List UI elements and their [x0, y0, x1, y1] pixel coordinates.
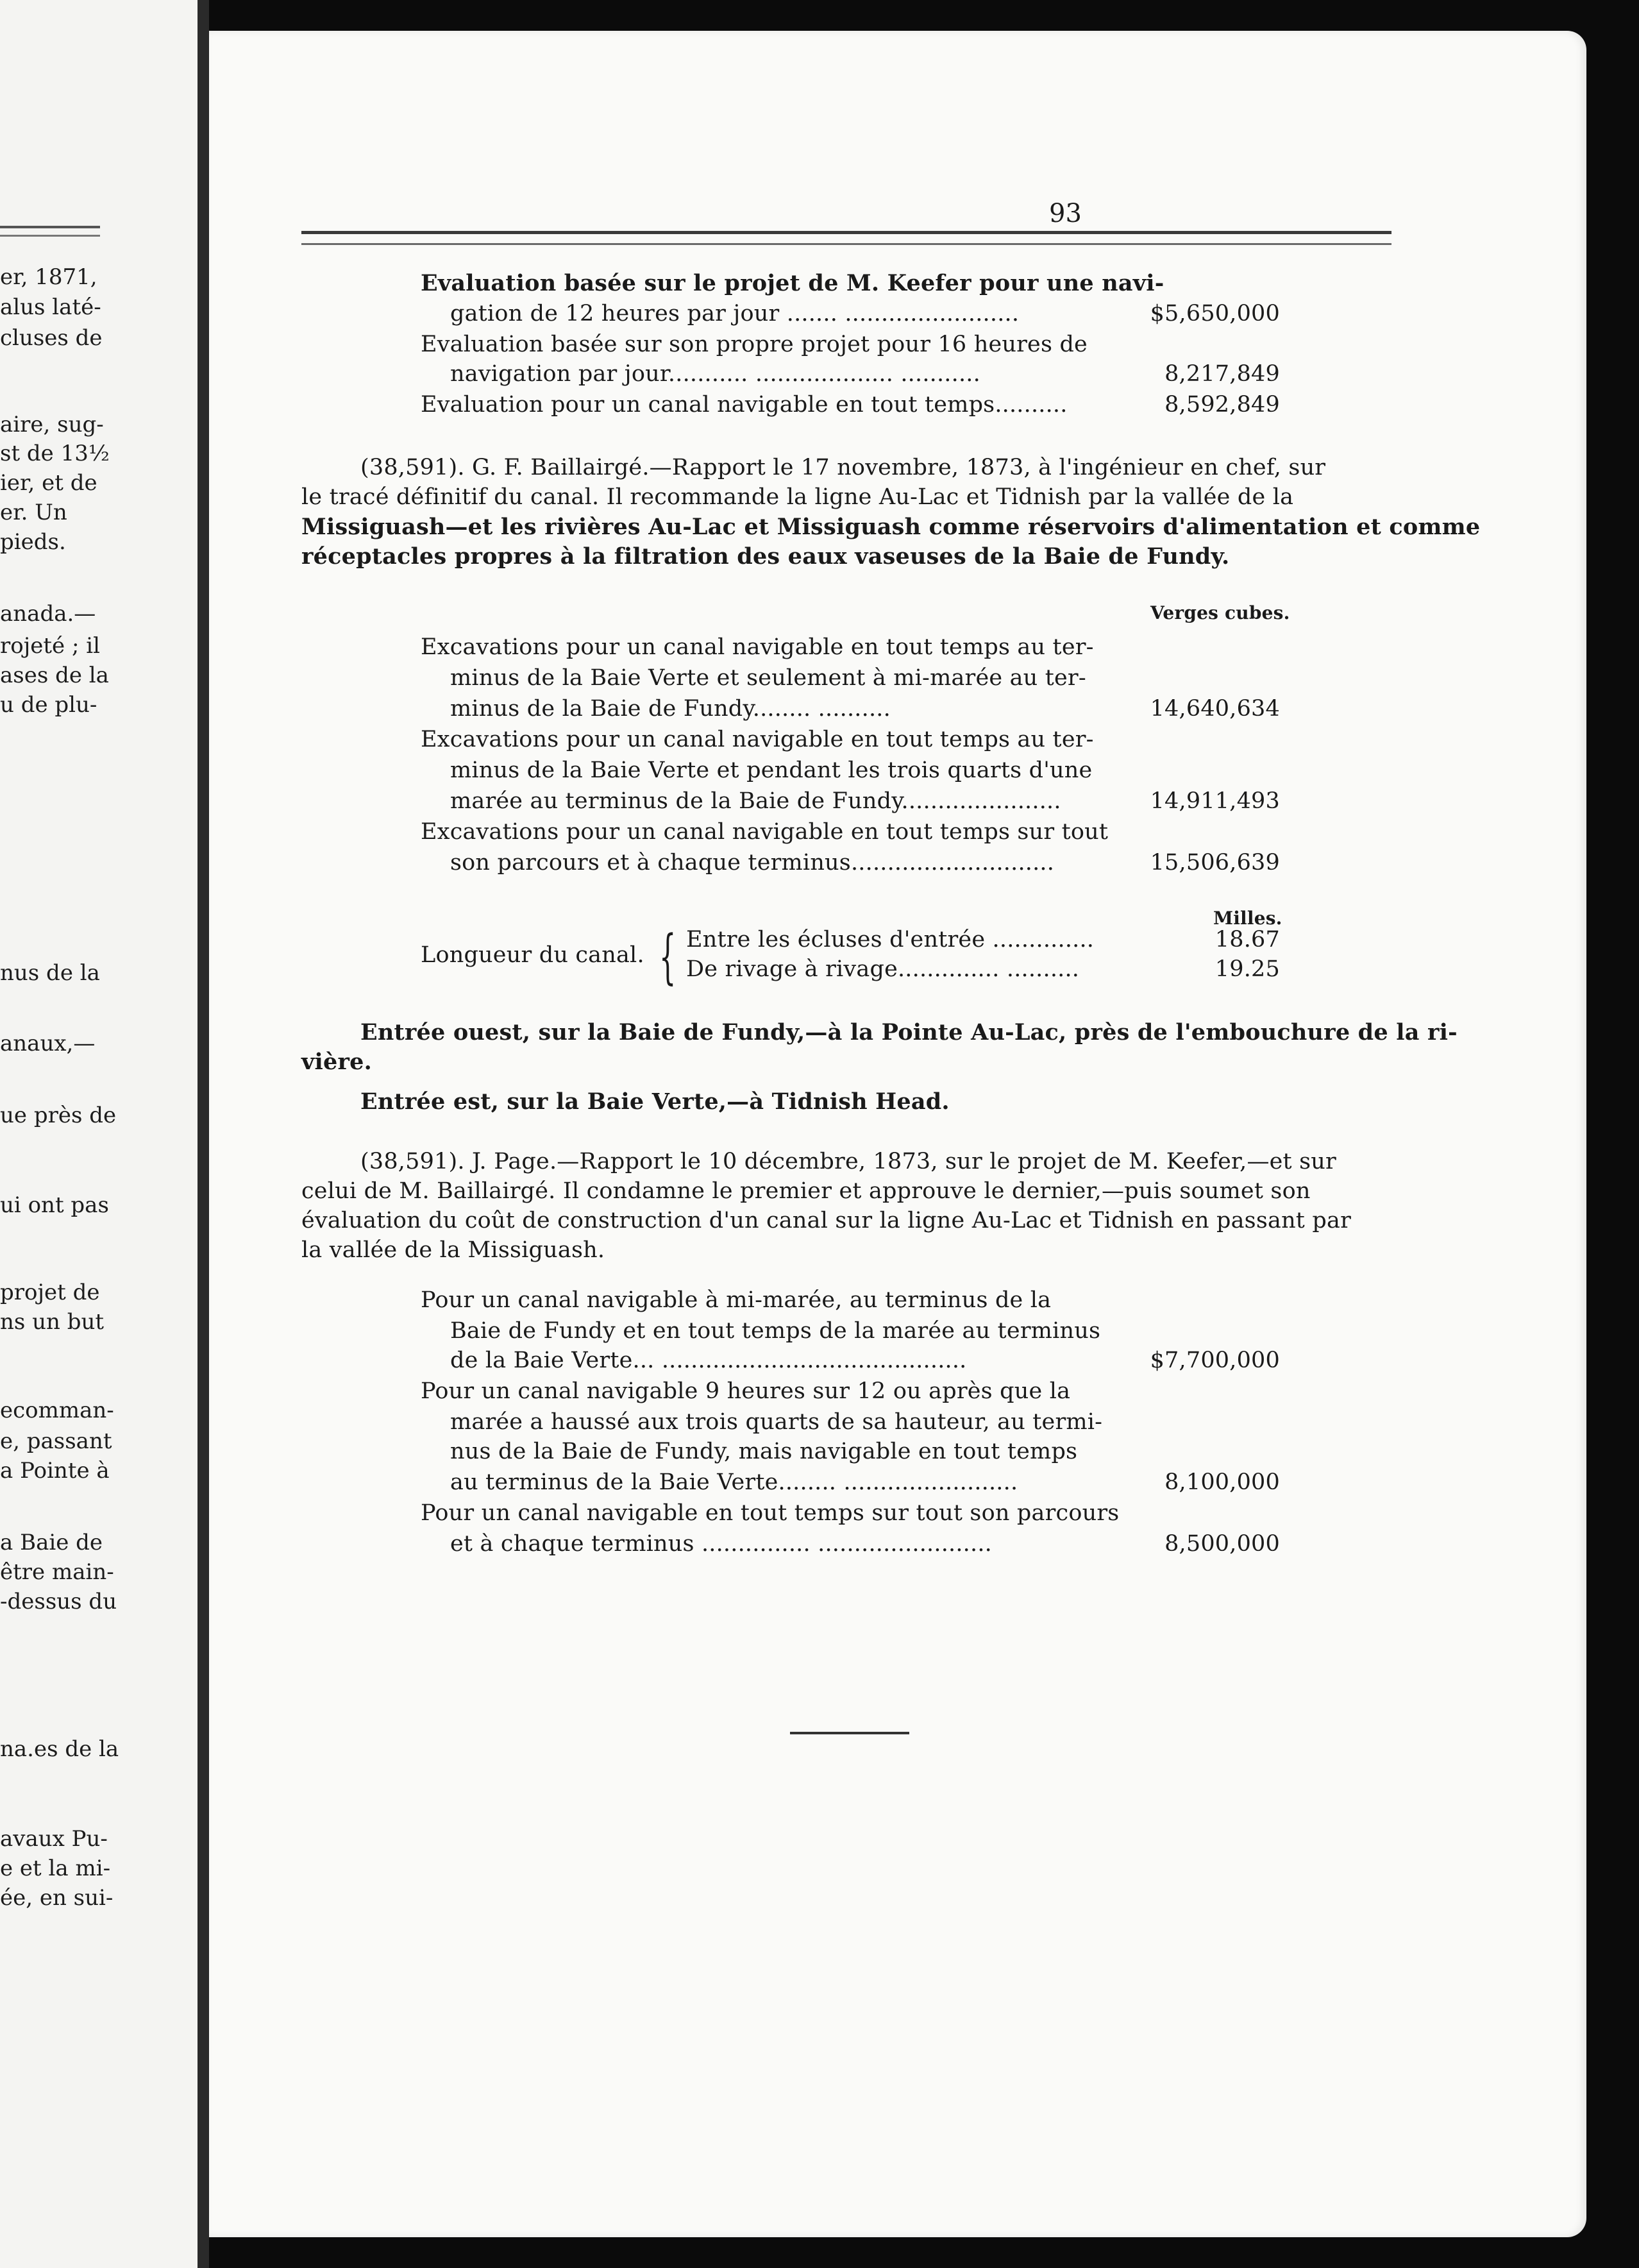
- left-margin-line: ns un but: [0, 1309, 105, 1335]
- estimate-value: 8,217,849: [1164, 361, 1280, 387]
- report-line: le tracé définitif du canal. Il recommande la ligne Au-Lac et Tidnish par la vallée de la: [301, 484, 1294, 510]
- left-margin-line: e, passant: [0, 1428, 112, 1454]
- report-line: celui de M. Baillairgé. Il condamne le premier et approuve le dernier,—puis soumet son: [301, 1178, 1311, 1204]
- cost-line: au terminus de la Baie Verte........ ........................: [450, 1469, 1018, 1495]
- entrance-line: Entrée ouest, sur la Baie de Fundy,—à la Pointe Au-Lac, près de l'embouchure de la ri-: [360, 1019, 1458, 1045]
- left-margin-line: cluses de: [0, 325, 103, 351]
- cost-line: de la Baie Verte... ..........................................: [450, 1348, 967, 1373]
- left-margin-line: -dessus du: [0, 1589, 117, 1614]
- cost-line: Pour un canal navigable en tout temps sur tout son parcours: [421, 1500, 1120, 1526]
- left-margin-line: ée, en sui-: [0, 1885, 113, 1911]
- length-value: 18.67: [1215, 927, 1280, 952]
- left-margin-line: ue près de: [0, 1103, 117, 1128]
- length-value: 19.25: [1215, 956, 1280, 982]
- excavation-value: 14,911,493: [1150, 788, 1280, 814]
- left-margin-line: alus laté-: [0, 294, 101, 320]
- left-page-fragment: [0, 0, 198, 2268]
- left-margin-line: ases de la: [0, 663, 109, 688]
- left-margin-line: er, 1871,: [0, 264, 97, 290]
- cost-value: 8,500,000: [1164, 1531, 1280, 1557]
- cost-line: Pour un canal navigable 9 heures sur 12 ou après que la: [421, 1378, 1071, 1404]
- excavation-line: minus de la Baie Verte et seulement à mi-marée au ter-: [450, 665, 1086, 691]
- length-label: Longueur du canal.: [421, 942, 644, 968]
- report-line: réceptacles propres à la filtration des eaux vaseuses de la Baie de Fundy.: [301, 543, 1230, 570]
- length-row-label: De rivage à rivage.............. ..........: [686, 956, 1080, 982]
- left-margin-line: ecomman-: [0, 1398, 114, 1423]
- header-rule: [301, 231, 1391, 245]
- left-header-rule: [0, 226, 100, 237]
- column-header: Milles.: [1213, 908, 1282, 929]
- excavation-line: Excavations pour un canal navigable en tout temps sur tout: [421, 819, 1109, 845]
- left-margin-line: aire, sug-: [0, 412, 104, 437]
- left-margin-line: projet de: [0, 1280, 100, 1305]
- left-margin-line: anada.—: [0, 601, 96, 627]
- excavation-line: son parcours et à chaque terminus............................: [450, 850, 1055, 876]
- brace-icon: {: [659, 922, 677, 991]
- entrance-line: Entrée est, sur la Baie Verte,—à Tidnish Head.: [360, 1088, 950, 1115]
- page-number: 93: [1049, 199, 1082, 228]
- left-margin-line: na.es de la: [0, 1736, 119, 1762]
- cost-line: et à chaque terminus ............... ........................: [450, 1531, 992, 1557]
- excavation-value: 14,640,634: [1150, 696, 1280, 722]
- excavation-line: marée au terminus de la Baie de Fundy......................: [450, 788, 1061, 814]
- excavation-line: minus de la Baie Verte et pendant les trois quarts d'une: [450, 757, 1093, 783]
- end-rule: [790, 1732, 909, 1734]
- estimate-line: Evaluation basée sur le projet de M. Keefer pour une navi-: [421, 270, 1164, 296]
- left-margin-line: u de plu-: [0, 692, 97, 718]
- left-margin-line: être main-: [0, 1559, 114, 1585]
- report-line: Missiguash—et les rivières Au-Lac et Missiguash comme réservoirs d'alimentation et comme: [301, 514, 1481, 540]
- cost-line: nus de la Baie de Fundy, mais navigable en tout temps: [450, 1439, 1078, 1464]
- left-margin-line: a Baie de: [0, 1530, 103, 1555]
- left-margin-line: pieds.: [0, 529, 66, 555]
- left-margin-line: ui ont pas: [0, 1192, 109, 1218]
- cost-value: $7,700,000: [1150, 1348, 1280, 1373]
- excavation-line: Excavations pour un canal navigable en tout temps au ter-: [421, 727, 1094, 752]
- column-header: Verges cubes.: [1150, 602, 1290, 623]
- left-margin-line: rojeté ; il: [0, 633, 100, 659]
- cost-line: Baie de Fundy et en tout temps de la marée au terminus: [450, 1318, 1101, 1344]
- left-margin-line: st de 13½: [0, 441, 110, 466]
- left-margin-line: anaux,—: [0, 1031, 96, 1056]
- estimate-line: Evaluation basée sur son propre projet pour 16 heures de: [421, 332, 1088, 357]
- entrance-line: vière.: [301, 1049, 372, 1075]
- report-line: la vallée de la Missiguash.: [301, 1237, 605, 1263]
- estimate-line: navigation par jour........... ................... ...........: [450, 361, 980, 387]
- excavation-value: 15,506,639: [1150, 850, 1280, 876]
- book-spine: [198, 0, 209, 2268]
- cost-line: marée a haussé aux trois quarts de sa hauteur, au termi-: [450, 1409, 1103, 1435]
- left-margin-line: a Pointe à: [0, 1458, 110, 1484]
- length-row-label: Entre les écluses d'entrée ..............: [686, 927, 1095, 952]
- cost-value: 8,100,000: [1164, 1469, 1280, 1495]
- left-margin-line: nus de la: [0, 960, 100, 986]
- report-line: évaluation du coût de construction d'un canal sur la ligne Au-Lac et Tidnish en passant par: [301, 1208, 1352, 1233]
- report-line: (38,591). G. F. Baillairgé.—Rapport le 17 novembre, 1873, à l'ingénieur en chef, sur: [360, 455, 1326, 480]
- excavation-line: Excavations pour un canal navigable en tout temps au ter-: [421, 634, 1094, 660]
- left-margin-line: avaux Pu-: [0, 1826, 108, 1852]
- report-line: (38,591). J. Page.—Rapport le 10 décembre, 1873, sur le projet de M. Keefer,—et sur: [360, 1149, 1336, 1174]
- left-margin-line: ier, et de: [0, 470, 97, 496]
- estimate-value: $5,650,000: [1150, 301, 1280, 326]
- estimate-line: gation de 12 heures par jour ....... ........................: [450, 301, 1020, 326]
- cost-line: Pour un canal navigable à mi-marée, au terminus de la: [421, 1287, 1052, 1313]
- excavation-line: minus de la Baie de Fundy........ ..........: [450, 696, 891, 722]
- document-page: [209, 31, 1586, 2237]
- left-margin-line: e et la mi-: [0, 1856, 111, 1881]
- estimate-line: Evaluation pour un canal navigable en tout temps..........: [421, 392, 1068, 418]
- left-margin-line: er. Un: [0, 500, 67, 525]
- estimate-value: 8,592,849: [1164, 392, 1280, 418]
